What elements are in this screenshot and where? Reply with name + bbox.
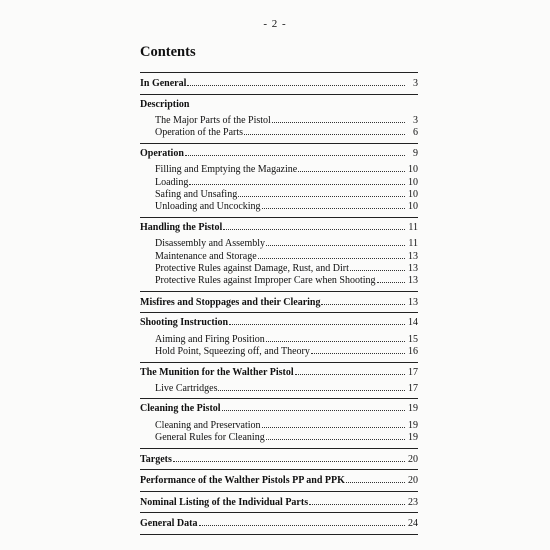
toc-page-number: 10	[408, 176, 418, 188]
toc-heading-label: In General	[140, 78, 187, 89]
toc-heading-label: Description	[140, 98, 190, 110]
toc-entry-label: Maintenance and Storage	[155, 250, 257, 262]
toc-page-number: 10	[408, 201, 418, 213]
toc-page-number: 17	[408, 366, 418, 378]
toc-entry-label: Protective Rules against Damage, Rust, and Dirt	[155, 262, 349, 274]
toc-section	[140, 512, 418, 535]
toc-entry-row	[140, 420, 418, 432]
toc-entry-row	[140, 275, 418, 287]
toc-entry-row	[140, 263, 418, 275]
toc-heading-label: Misfires and Stoppages and their Clearing	[140, 296, 321, 308]
dot-leader	[223, 229, 405, 230]
toc-heading-row	[140, 453, 418, 467]
toc-page-number: 11	[408, 221, 418, 233]
toc-entry-row	[140, 189, 418, 201]
toc-heading-label: Cleaning the Pistol	[140, 403, 221, 415]
dot-leader	[309, 504, 405, 505]
dot-leader	[262, 427, 405, 428]
toc-section	[140, 362, 418, 399]
toc-section	[140, 143, 418, 217]
toc-entry-label: Protective Rules against Improper Care when Shooting	[155, 275, 376, 287]
toc-heading-row	[140, 77, 418, 91]
toc-entry-row	[140, 177, 418, 189]
toc-page-number: 3	[413, 78, 418, 89]
toc-entry-row	[140, 432, 418, 444]
dot-leader	[185, 155, 405, 156]
toc-section	[140, 72, 418, 94]
toc-page-number: 13	[408, 250, 418, 262]
toc-heading-row	[140, 222, 418, 234]
dot-leader	[295, 374, 405, 375]
toc-entry-row	[140, 164, 418, 176]
toc-page-number: 20	[408, 475, 418, 487]
toc-page-number: 13	[408, 296, 418, 308]
toc-page-number: 3	[413, 114, 418, 126]
toc-page-number: 6	[413, 127, 418, 139]
toc-heading-row	[140, 317, 418, 329]
toc-heading-row	[140, 296, 418, 310]
dot-leader	[173, 461, 405, 462]
toc-page-number: 10	[408, 188, 418, 200]
dot-leader	[321, 304, 405, 305]
toc-page-number: 13	[408, 262, 418, 274]
toc-entry-row	[140, 115, 418, 127]
toc-page-number: 24	[408, 518, 418, 530]
dot-leader	[222, 410, 405, 411]
dot-leader	[346, 482, 405, 483]
toc-page-number: 14	[408, 317, 418, 329]
toc-heading-label: General Data	[140, 518, 198, 530]
page-number: - 2 -	[263, 18, 287, 30]
toc-page-number: 9	[413, 147, 418, 159]
dot-leader	[350, 270, 405, 271]
toc-page-number: 13	[408, 275, 418, 287]
toc-section	[140, 291, 418, 313]
dot-leader	[229, 324, 405, 325]
toc-heading-row	[140, 517, 418, 531]
toc-entry-label: The Major Parts of the Pistol	[155, 114, 271, 126]
toc-heading-row	[140, 367, 418, 379]
toc-heading-row	[140, 403, 418, 415]
toc-section	[140, 448, 418, 470]
contents-title: Contents	[140, 44, 196, 60]
toc-entry-label: Disassembly and Assembly	[155, 238, 265, 250]
dot-leader	[262, 208, 405, 209]
dot-leader	[298, 171, 405, 172]
toc-entry-label: Safing and Unsafing	[155, 188, 238, 200]
toc-entry-label: General Rules for Cleaning	[155, 432, 265, 444]
toc-page-number: 19	[408, 432, 418, 444]
toc-section	[140, 94, 418, 143]
toc-entry-label: Loading	[155, 176, 189, 188]
toc-heading-label: Shooting Instruction	[140, 317, 229, 329]
toc-entry-row	[140, 127, 418, 139]
toc-entry-row	[140, 346, 418, 358]
toc-page-number: 19	[408, 403, 418, 415]
dot-leader	[272, 122, 405, 123]
toc-heading-label: The Munition for the Walther Pistol	[140, 366, 294, 378]
toc-page-number: 16	[408, 346, 418, 358]
toc-page-number: 23	[408, 496, 418, 508]
dot-leader	[266, 245, 405, 246]
toc-page-number: 11	[408, 238, 418, 250]
toc-section	[140, 469, 418, 491]
toc-heading-row	[140, 99, 418, 111]
toc-entry-label: Filling and Emptying the Magazine	[155, 164, 298, 176]
dot-leader	[311, 353, 405, 354]
toc-section	[140, 217, 418, 291]
toc-heading-row	[140, 496, 418, 510]
toc-page-number: 19	[408, 419, 418, 431]
toc-heading-label: Operation	[140, 147, 184, 159]
toc-entry-label: Live Cartridges	[155, 382, 218, 394]
toc-heading-row	[140, 474, 418, 488]
dot-leader	[238, 196, 405, 197]
table-of-contents	[140, 72, 418, 535]
toc-page-number: 20	[408, 453, 418, 465]
toc-entry-label: Unloading and Uncocking	[155, 201, 261, 213]
toc-entry-row	[140, 334, 418, 346]
dot-leader	[199, 525, 406, 526]
toc-entry-label: Hold Point, Squeezing off, and Theory	[155, 346, 310, 358]
dot-leader	[266, 439, 405, 440]
dot-leader	[258, 258, 405, 259]
toc-heading-row	[140, 148, 418, 160]
toc-entry-row	[140, 201, 418, 213]
dot-leader	[377, 282, 405, 283]
toc-entry-label: Operation of the Parts	[155, 127, 244, 139]
dot-leader	[187, 85, 405, 86]
toc-heading-label: Targets	[140, 453, 172, 465]
toc-entry-row	[140, 238, 418, 250]
toc-section	[140, 312, 418, 361]
dot-leader	[244, 134, 405, 135]
dot-leader	[218, 390, 405, 391]
toc-entry-row	[140, 383, 418, 395]
toc-entry-row	[140, 251, 418, 263]
toc-section	[140, 398, 418, 447]
toc-heading-label: Handling the Pistol	[140, 221, 223, 233]
toc-page-number: 10	[408, 164, 418, 176]
dot-leader	[189, 184, 405, 185]
toc-page-number: 17	[408, 382, 418, 394]
toc-heading-label: Performance of the Walther Pistols PP and PPK	[140, 475, 345, 487]
toc-section	[140, 491, 418, 513]
toc-entry-label: Aiming and Firing Position	[155, 333, 265, 345]
toc-page-number: 15	[408, 333, 418, 345]
toc-entry-label: Cleaning and Preservation	[155, 419, 261, 431]
dot-leader	[266, 341, 405, 342]
toc-heading-label: Nominal Listing of the Individual Parts	[140, 496, 309, 508]
